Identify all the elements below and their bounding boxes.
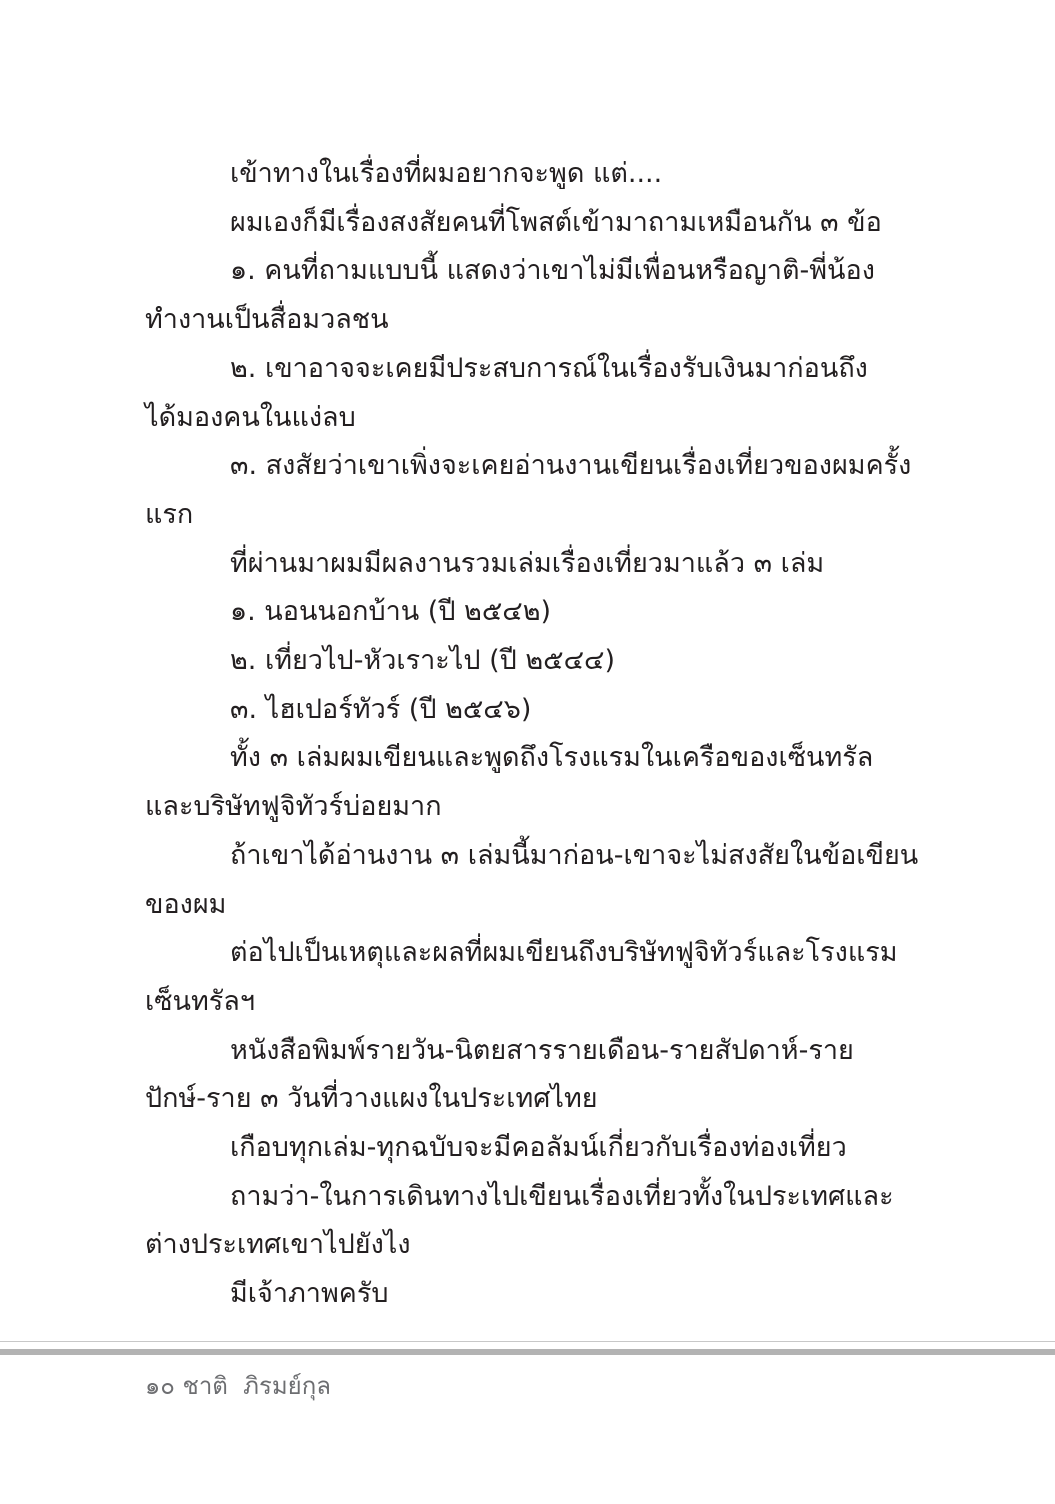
body-line: มีเจ้าภาพครับ [230,1278,389,1310]
body-line: เข้าทางในเรื่องที่ผมอยากจะพูด แต่.... [230,158,663,189]
body-line: หนังสือพิมพ์รายวัน-นิตยสารรายเดือน-รายสัปดาห์-ราย [230,1034,854,1066]
body-line: ถ้าเขาได้อ่านงาน ๓ เล่มนี้มาก่อน-เขาจะไม่สงสัยในข้อเขียน [230,839,919,871]
body-line: ทำงานเป็นสื่อมวลชน [145,304,389,336]
footer-divider [0,1349,1055,1355]
body-line: เซ็นทรัลฯ [145,985,256,1017]
body-line: ต่างประเทศเขาไปยังไง [145,1229,411,1261]
book-list-item: ๓. ไฮเปอร์ทัวร์ (ปี ๒๕๔๖) [230,693,532,725]
body-line: ๓. สงสัยว่าเขาเพิ่งจะเคยอ่านงานเขียนเรื่องเที่ยวของผมครั้ง [230,450,912,482]
page-footer [145,1370,331,1402]
body-line: ทั้ง ๓ เล่มผมเขียนและพูดถึงโรงแรมในเครือของเซ็นทรัล [230,742,874,774]
body-line: ต่อไปเป็นเหตุและผลที่ผมเขียนถึงบริษัทฟูจิทัวร์และโรงแรม [230,937,898,969]
body-line: แรก [145,498,194,530]
author-name: ชาติ ภิรมย์กุล [182,1372,331,1400]
book-list-item: ๑. นอนนอกบ้าน (ปี ๒๕๔๒) [230,596,552,628]
body-line: ผมเองก็มีเรื่องสงสัยคนที่โพสต์เข้ามาถามเหมือนกัน ๓ ข้อ [230,206,882,238]
page-number: ๑๐ [145,1372,175,1400]
body-line: ๑. คนที่ถามแบบนี้ แสดงว่าเขาไม่มีเพื่อนหรือญาติ-พี่น้อง [230,255,875,287]
body-line: ๒. เขาอาจจะเคยมีประสบการณ์ในเรื่องรับเงินมาก่อนถึง [230,352,868,384]
body-line: เกือบทุกเล่ม-ทุกฉบับจะมีคอลัมน์เกี่ยวกับเรื่องท่องเที่ยว [230,1132,847,1164]
footer-divider-thin [0,1341,1055,1342]
page-body [0,150,1055,1319]
body-line: ได้มองคนในแง่ลบ [145,401,356,433]
book-list-item: ๒. เที่ยวไป-หัวเราะไป (ปี ๒๕๔๔) [230,645,615,677]
body-line: ปักษ์-ราย ๓ วันที่วางแผงในประเทศไทย [145,1083,598,1115]
body-line: และบริษัทฟูจิทัวร์บ่อยมาก [145,791,442,823]
body-line: ถามว่า-ในการเดินทางไปเขียนเรื่องเที่ยวทั้งในประเทศและ [230,1180,894,1212]
body-line: ของผม [145,888,227,920]
body-line: ที่ผ่านมาผมมีผลงานรวมเล่มเรื่องเที่ยวมาแล้ว ๓ เล่ม [230,547,825,579]
